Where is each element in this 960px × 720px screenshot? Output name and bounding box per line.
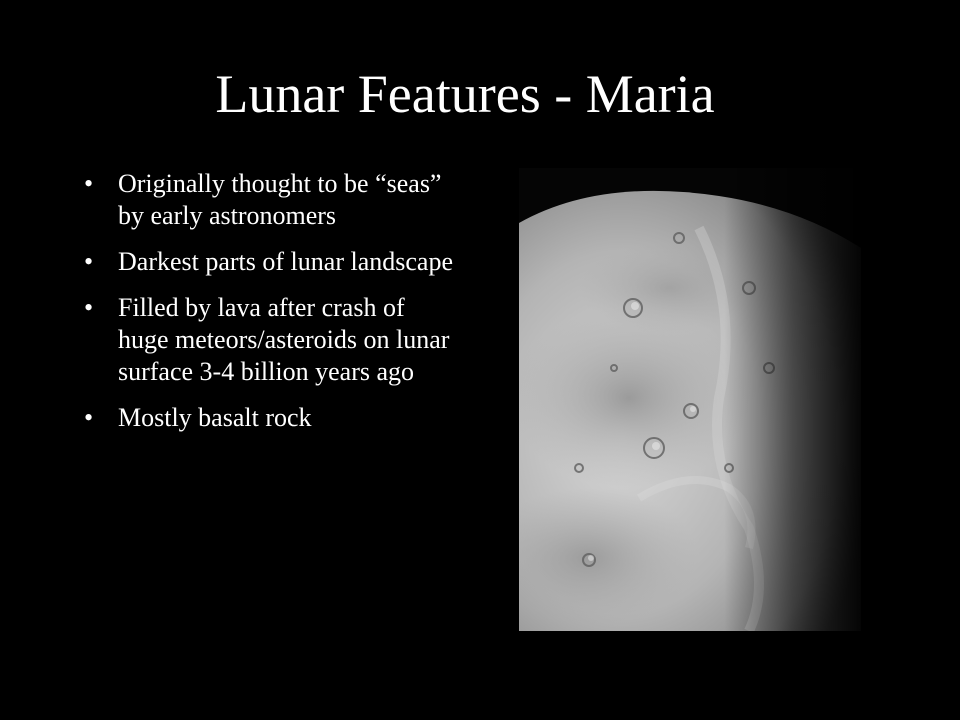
bullet-list: [80, 168, 460, 448]
bullet-text: Filled by lava after crash of huge meteors/asteroids on lunar surface 3-4 billion years ago: [118, 293, 450, 386]
bullet-marker: •: [84, 293, 94, 322]
bullet-item: [80, 292, 460, 388]
bullet-text: Darkest parts of lunar landscape: [118, 247, 453, 276]
moon-surface-graphic: [519, 168, 861, 631]
bullet-item: [80, 246, 460, 278]
bullet-item: [80, 168, 460, 232]
bullet-marker: •: [84, 247, 94, 276]
slide-title: Lunar Features - Maria: [215, 64, 715, 124]
moon-surface-image: [519, 168, 861, 631]
bullet-item: [80, 402, 460, 434]
bullet-marker: •: [84, 169, 94, 198]
bullet-text: Originally thought to be “seas” by early astronomers: [118, 169, 442, 230]
bullet-marker: •: [84, 403, 94, 432]
bullet-text: Mostly basalt rock: [118, 403, 312, 432]
